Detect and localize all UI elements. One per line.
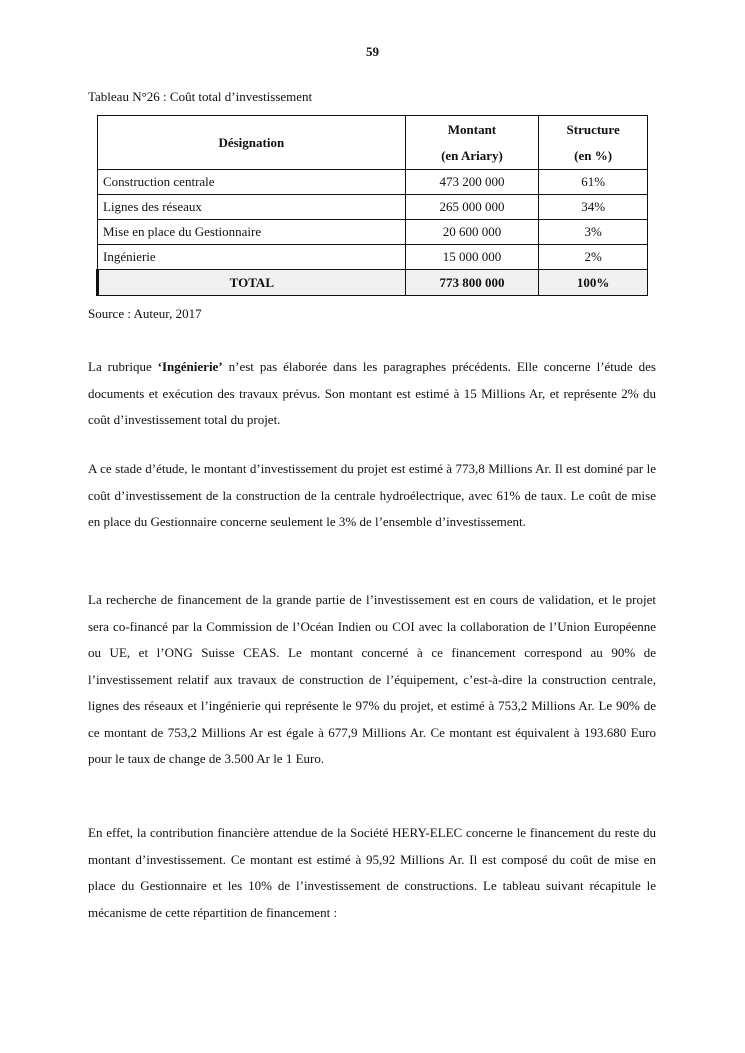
total-structure: 100%	[539, 270, 648, 296]
header-montant-line2: (en Ariary)	[441, 147, 503, 163]
total-montant: 773 800 000	[405, 270, 539, 296]
header-montant-line1: Montant	[447, 121, 497, 137]
cell-designation: Mise en place du Gestionnaire	[98, 220, 406, 245]
table-row	[98, 245, 648, 270]
cell-designation: Lignes des réseaux	[98, 195, 406, 220]
paragraph-text: n’est pas élaborée dans les paragraphes précédents. Elle concerne l’étude des documents et exécution des travaux prévus. Son montant est estimé à 15 Millions Ar, et représente 2% du coût d’investissement total du projet.	[88, 359, 656, 427]
header-designation: Désignation	[98, 116, 406, 170]
table-row	[98, 220, 648, 245]
cell-designation: Ingénierie	[98, 245, 406, 270]
table-source: Source : Auteur, 2017	[88, 306, 202, 321]
total-label: TOTAL	[98, 270, 406, 296]
cell-montant: 20 600 000	[405, 220, 539, 245]
table-header-row	[98, 116, 648, 170]
cell-montant: 15 000 000	[405, 245, 539, 270]
header-structure-line2: (en %)	[574, 147, 613, 163]
header-structure-line1: Structure	[566, 121, 620, 137]
paragraph-stade-etude: A ce stade d’étude, le montant d’investissement du projet est estimé à 773,8 Millions Ar. Il est dominé par le coût d’investissement de la construction de la centrale hydroélectrique, avec 61% de taux. Le coût de mise en place du Gestionnaire concerne seulement le 3% de l’ensemble d’investissement.	[88, 461, 656, 529]
paragraph-bold-term: ‘Ingénierie’	[157, 359, 223, 374]
table-row	[98, 195, 648, 220]
cell-designation: Construction centrale	[98, 170, 406, 195]
table-total-row	[98, 270, 648, 296]
cell-structure: 2%	[539, 245, 648, 270]
paragraph-text: La rubrique	[88, 359, 158, 374]
paragraph-recherche-financement: La recherche de financement de la grande partie de l’investissement est en cours de validation, et le projet sera co-financé par la Commission de l’Océan Indien ou COI avec la collaboration de l’Union Européenne ou UE, et l’ONG Suisse CEAS. Le montant concerné à ce financement correspond au 90% de l’investissement relatif aux travaux de construction de l’équipement, c’est-à-dire la construction centrale, lignes des réseaux et l’ingénierie qui représente le 97% du projet, et estimé à 753,2 Millions Ar. Le 90% de ce montant de 753,2 Millions Ar est égale à 677,9 Millions Ar. Ce montant est équivalent à 193.680 Euro pour le taux de change de 3.500 Ar le 1 Euro.	[88, 592, 656, 766]
header-montant	[405, 116, 539, 170]
paragraph-contribution: En effet, la contribution financière attendue de la Société HERY-ELEC concerne le financement du reste du montant d’investissement. Ce montant est estimé à 95,92 Millions Ar. Il est composé du coût de mise en place du Gestionnaire et les 10% de l’investissement de constructions. Le tableau suivant récapitule le mécanisme de cette répartition de financement :	[88, 825, 656, 920]
page-number: 59	[366, 44, 379, 59]
cell-montant: 265 000 000	[405, 195, 539, 220]
table-caption: Tableau N°26 : Coût total d’investissement	[88, 89, 313, 104]
cell-montant: 473 200 000	[405, 170, 539, 195]
table-row	[98, 170, 648, 195]
investment-table	[96, 115, 648, 296]
header-structure	[539, 116, 648, 170]
cell-structure: 61%	[539, 170, 648, 195]
cell-structure: 34%	[539, 195, 648, 220]
cell-structure: 3%	[539, 220, 648, 245]
paragraph-ingenierie	[88, 354, 656, 434]
